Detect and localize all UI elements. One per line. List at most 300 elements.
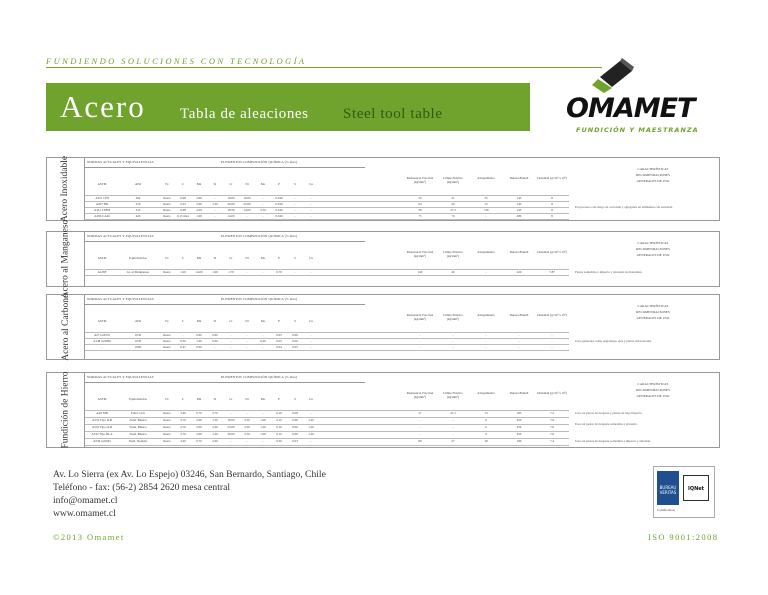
characteristics-header (590, 381, 716, 399)
column-header: Fe (165, 397, 169, 401)
column-header: ASTM (97, 319, 107, 323)
column-header: C (181, 256, 185, 260)
table-cell: Fund. Nodular (128, 439, 148, 443)
table-cell: - (294, 202, 296, 206)
table-cell: - (310, 270, 312, 274)
property-header: Densidad (g/cm³ x 10³) (537, 391, 567, 395)
table-cell: - (214, 345, 216, 349)
column-header: S (294, 397, 296, 401)
property-header: Densidad (g/cm³ x 10³) (537, 250, 567, 254)
section-table (85, 232, 719, 286)
email-link[interactable]: info@omamet.cl (53, 495, 118, 506)
characteristics-header-line: RECOMENDACIONES (636, 310, 670, 314)
table-cell: Resto (163, 411, 171, 415)
table-cell: - (518, 339, 520, 343)
cert-caption: Certification (657, 508, 675, 512)
table-cell: A351 CF8 (95, 196, 109, 200)
column-header: Mn (196, 397, 202, 401)
property-header: Límite Elástico (kg/mm²) (443, 313, 463, 321)
column-header: Mn (196, 319, 202, 323)
column-header: Cu (309, 397, 313, 401)
table-cell: - (310, 214, 312, 218)
column-header: AISI (134, 319, 142, 323)
table-cell: 18.50 (227, 208, 235, 212)
column-header: ASTM (97, 256, 107, 260)
characteristics-header-line: CARACTERÍSTICAS (637, 167, 669, 171)
table-cell: Fund. Gris (131, 411, 145, 415)
table-cell: 0 (485, 432, 487, 436)
table-cell: A128F (97, 270, 107, 274)
table-cell: 1030 (134, 333, 142, 337)
table-cell: 1.50 (212, 202, 218, 206)
table-cell: 0.60 (212, 333, 218, 337)
property-header: Alargamiento (477, 250, 495, 254)
table-cell: 0.60 (212, 339, 218, 343)
table-cell: 7.87 (549, 270, 555, 274)
table-cell: 14.00 (227, 214, 235, 218)
table-cell: 0.040 (275, 208, 283, 212)
table-cell: 35 (484, 196, 488, 200)
table-cell: 0.05 (276, 339, 282, 343)
usage-note: Usos en placas de desgaste y piezas de bajo impacto. (575, 411, 643, 415)
table-cell: 75 (418, 214, 422, 218)
table-cell: - (310, 196, 312, 200)
table-cell: 0.15 max (177, 214, 189, 218)
copyright: ©2013 Omamet (53, 532, 125, 542)
table-cell: 2.70 (180, 418, 186, 422)
column-header: Equivalencias (129, 397, 147, 401)
table-cell: 0.30 (180, 339, 186, 343)
usage-note: Usos en piezas de desgaste sometidas a impacto y abrasión. (575, 439, 651, 443)
table-cell: 2.50 (244, 432, 250, 436)
table-cell: - (230, 345, 232, 349)
bureau-veritas-icon: BUREAU VERITAS (657, 471, 679, 505)
table-cell: Fund. Blanca (129, 425, 147, 429)
property-header: Dureza Brinell (509, 391, 529, 395)
table-cell: 180 (516, 439, 522, 443)
table-cell: 29 (451, 202, 455, 206)
table-cell: 450 (516, 418, 522, 422)
table-cell: 21 (451, 196, 455, 200)
elements-header: ELEMENTOS COMPOSICIÓN QUÍMICA (% max) (221, 234, 298, 238)
table-cell: Resto (163, 339, 171, 343)
table-cell: 2.00 (196, 425, 202, 429)
table-cell: A296 CA40 (94, 214, 110, 218)
column-header: P (278, 319, 280, 323)
column-header: Fe (165, 256, 169, 260)
property-header: Límite Elástico (kg/mm²) (443, 250, 463, 258)
property-header: Dureza Brinell (509, 313, 529, 317)
table-cell: - (419, 333, 421, 337)
row-divider (85, 275, 569, 276)
table-cell: - (452, 418, 454, 422)
table-cell: 0.04 (276, 345, 282, 349)
table-cell: 8 (551, 208, 553, 212)
column-header: C (181, 319, 185, 323)
table-cell: A536 Gr6045 (93, 439, 111, 443)
table-cell: 310 (135, 202, 141, 206)
standards-header: NORMAS ACTUALES Y EQUIVALENCIAS (87, 375, 154, 379)
table-cell: 2.60 (212, 439, 218, 443)
section-title (47, 373, 85, 447)
column-header: Cu (309, 319, 313, 323)
table-cell: 30.00 (227, 432, 235, 436)
table-cell: 26.00 (227, 202, 235, 206)
column-header: C (181, 182, 185, 186)
table-cell: - (310, 345, 312, 349)
table-cell: 7.6 (550, 418, 554, 422)
table-cell: A27 Gr6535 (93, 333, 111, 337)
table-cell: A148 Gr9060 (93, 339, 111, 343)
header-rule (46, 67, 602, 68)
table-cell: A532 Tipo II-B (92, 418, 112, 422)
usage-note: Usos en piezas de desgaste sometidas a abrasión. (575, 421, 638, 426)
table-cell: 64 (418, 202, 422, 206)
table-cell: 3.40 (180, 439, 186, 443)
table-cell: 0.10 (276, 418, 282, 422)
tagline: FUNDIENDO SOLUCIONES CON TECNOLOGÍA (46, 56, 307, 66)
logo-brand: OMAMET (566, 93, 695, 124)
table-cell: A532 Tipo III-A (91, 432, 113, 436)
elements-header: ELEMENTOS COMPOSICIÓN QUÍMICA (% max) (221, 297, 298, 301)
table-cell: 1.50 (212, 418, 218, 422)
table-cell: Resto (163, 270, 171, 274)
table-cell: 1045 (134, 339, 142, 343)
section-title-text: Acero al Carbono (60, 293, 71, 361)
characteristics-header-line: RECOMENDACIONES (636, 173, 670, 177)
table-cell: Resto (163, 196, 171, 200)
table-cell: 0.08 (180, 196, 186, 200)
table-cell: 14.00 (243, 208, 251, 212)
table-cell: 80 (418, 439, 422, 443)
table-cell: 0.30 (276, 439, 282, 443)
table-cell: 420 (135, 214, 141, 218)
section-title (47, 155, 85, 223)
usage-note: Usos generales como engranajes, ejes y piezas estructurales. (575, 339, 652, 343)
column-header: Fe (165, 319, 169, 323)
property-header: Alargamiento (477, 313, 495, 317)
table-cell: 0.10 (276, 432, 282, 436)
table-cell: 0.20 (260, 339, 266, 343)
logo-mark-icon (560, 57, 720, 97)
table-cell: - (262, 214, 264, 218)
table-cell: - (310, 202, 312, 206)
column-header: Ni (245, 256, 249, 260)
table-cell: +40 (483, 208, 489, 212)
table-cell: 143 (516, 208, 522, 212)
table-cell: A532 Tipo II-D (91, 425, 112, 429)
table-cell: 1.70 (228, 270, 234, 274)
table-cell: 2.70 (180, 432, 186, 436)
table-cell: 185 (516, 411, 522, 415)
column-header: Si (213, 397, 217, 401)
header-divider (85, 304, 365, 305)
table-cell: Resto (163, 432, 171, 436)
column-header: P (278, 256, 280, 260)
characteristics-header-line: GENERALES DE USO (636, 316, 670, 320)
table-cell: 0.70 (196, 411, 202, 415)
table-cell: - (294, 208, 296, 212)
column-header: Cu (309, 182, 313, 186)
table-cell: 0.06 (292, 418, 298, 422)
table-cell: 0.70 (276, 270, 282, 274)
iso-label: ISO 9001:2008 (648, 532, 719, 542)
table-cell: 1.00 (260, 432, 266, 436)
table-cell: 1.20 (308, 432, 314, 436)
table-cell: - (452, 339, 454, 343)
column-header: Ni (245, 182, 249, 186)
table-cell: - (246, 411, 248, 415)
table-cell: - (419, 345, 421, 349)
table-cell: - (262, 411, 264, 415)
table-cell: - (310, 411, 312, 415)
table-cell: 0.08 (292, 411, 298, 415)
table-cell: Resto (163, 208, 171, 212)
table-cell: 1.20 (180, 270, 186, 274)
table-cell: 1.20 (308, 425, 314, 429)
table-cell: 0.06 (292, 432, 298, 436)
contact-info (53, 468, 326, 520)
property-header: Límite Elástico (kg/mm²) (443, 176, 463, 184)
table-cell: - (246, 439, 248, 443)
page-subtitle: Tabla de aleaciones (180, 106, 309, 122)
section-title-text: Acero al Manganeso (60, 219, 71, 299)
table-cell: - (551, 333, 553, 337)
usage-note: En procesos con riesgo de corrosión y agregados en ambientes con suciedad. (575, 205, 673, 209)
table-cell: 7.2 (550, 411, 554, 415)
property-header: Resistencia Tracción (kg/mm²) (406, 313, 434, 321)
table-cell: 0.90 (196, 345, 202, 349)
table-cell: 2.50 (244, 425, 250, 429)
table-cell: - (246, 339, 248, 343)
column-header: Mn (196, 182, 202, 186)
column-header: Cr (229, 256, 233, 260)
table-cell: - (310, 439, 312, 443)
table-cell: - (485, 214, 487, 218)
table-cell: 450 (516, 432, 522, 436)
table-cell: - (262, 196, 264, 200)
table-cell: 1.20 (196, 339, 202, 343)
column-header: Mo (260, 397, 266, 401)
table-cell: 1.20 (212, 432, 218, 436)
table-cell: 23.00 (227, 425, 235, 429)
property-header: Densidad (g/cm³ x 10³) (537, 176, 567, 180)
table-cell: 1060 (134, 345, 142, 349)
table-cell: - (246, 270, 248, 274)
alloy-section (46, 157, 720, 221)
table-cell: 0.03 (292, 439, 298, 443)
table-cell: - (214, 208, 216, 212)
table-cell: 2.50 (244, 418, 250, 422)
table-cell: 0.06 (292, 425, 298, 429)
table-cell: 1.00 (260, 418, 266, 422)
table-cell: 1.20 (308, 418, 314, 422)
table-cell: 18.00 (227, 418, 235, 422)
characteristics-header-line: RECOMENDACIONES (636, 388, 670, 392)
table-cell: 1.00 (196, 214, 202, 218)
table-cell: - (262, 345, 264, 349)
property-header: Dureza Brinell (509, 250, 529, 254)
column-header: Mn (196, 256, 202, 260)
table-cell: - (214, 214, 216, 218)
table-cell: 0 (485, 418, 487, 422)
table-cell: - (214, 196, 216, 200)
column-header: AISI (134, 182, 142, 186)
table-cell: 316 (135, 208, 141, 212)
table-cell: - (518, 345, 520, 349)
address: Av. Lo Sierra (ex Av. Lo Espejo) 03246, San Bernardo, Santiago, Chile (53, 469, 326, 480)
table-cell: 280 (516, 214, 522, 218)
table-cell: 0.47 (180, 345, 186, 349)
property-header: Alargamiento (477, 391, 495, 395)
table-cell: - (485, 270, 487, 274)
table-cell: 1.20 (260, 425, 266, 429)
table-cell: - (419, 425, 421, 429)
column-header: Si (213, 182, 217, 186)
property-header: Resistencia Tracción (kg/mm²) (406, 250, 434, 258)
column-header: Mo (260, 319, 266, 323)
table-cell: - (262, 202, 264, 206)
table-cell: - (230, 339, 232, 343)
table-cell: 450 (516, 425, 522, 429)
column-header: Ni (245, 319, 249, 323)
certification-badge (653, 466, 715, 518)
alloy-section (46, 294, 720, 360)
table-cell: 2.00 (196, 208, 202, 212)
table-cell: - (485, 345, 487, 349)
column-header: S (294, 182, 296, 186)
characteristics-header-line: GENERALES DE USO (636, 253, 670, 257)
table-cell: 143 (516, 202, 522, 206)
characteristics-header-line: CARACTERÍSTICAS (637, 382, 669, 386)
column-header: Cr (229, 319, 233, 323)
table-cell: Resto (163, 439, 171, 443)
logo-tagline: FUNDICIÓN Y MAESTRANZA (576, 126, 699, 134)
characteristics-header (590, 166, 716, 184)
column-header: S (294, 319, 296, 323)
property-header: Resistencia Tracción (kg/mm²) (406, 176, 434, 184)
table-cell: - (230, 333, 232, 337)
table-cell: - (294, 270, 296, 274)
table-cell: 2.00 (196, 196, 202, 200)
section-title-text: Acero Inoxidable (60, 155, 71, 223)
column-header: C (181, 397, 185, 401)
omamet-logo (560, 57, 720, 137)
iqnet-icon: IQNet (683, 475, 709, 501)
table-cell: 22.00 (243, 202, 251, 206)
table-cell: 0.10 (276, 425, 282, 429)
table-cell: 0.60 (196, 333, 202, 337)
table-cell: - (310, 208, 312, 212)
table-cell: 7.6 (550, 425, 554, 429)
table-cell: 0.05 (292, 345, 298, 349)
standards-header: NORMAS ACTUALES Y EQUIVALENCIAS (87, 234, 154, 238)
table-cell: Resto (163, 214, 171, 218)
table-cell: Fund. Blanca (129, 432, 147, 436)
table-cell: 2.70 (180, 425, 186, 429)
table-cell: 0.06 (292, 333, 298, 337)
title-banner (46, 83, 530, 131)
table-cell: 3.40 (180, 411, 186, 415)
column-header: Mo (260, 256, 266, 260)
table-cell: Resto (163, 418, 171, 422)
table-cell: Resto (163, 333, 171, 337)
characteristics-header-line: GENERALES DE USO (636, 394, 670, 398)
row-divider (85, 350, 569, 351)
property-header: Densidad (g/cm³ x 10³) (537, 313, 567, 317)
table-cell: 220 (516, 270, 522, 274)
table-cell: - (485, 333, 487, 337)
characteristics-header (590, 303, 716, 321)
table-cell: 0.040 (275, 202, 283, 206)
table-cell: - (262, 270, 264, 274)
section-title-text: Fundición de Hierro (60, 371, 71, 449)
property-header: Resistencia Tracción (kg/mm²) (406, 391, 434, 399)
standards-header: NORMAS ACTUALES Y EQUIVALENCIAS (87, 297, 154, 301)
table-cell: 14.00 (195, 270, 203, 274)
column-header: Cu (309, 256, 313, 260)
characteristics-header-line: CARACTERÍSTICAS (637, 241, 669, 245)
table-cell: Resto (163, 345, 171, 349)
property-header: Dureza Brinell (509, 176, 529, 180)
table-cell: - (294, 214, 296, 218)
table-cell: 13 (484, 411, 488, 415)
table-cell: 10.00 (243, 196, 251, 200)
table-cell: - (294, 196, 296, 200)
row-divider (85, 219, 569, 220)
table-cell: 70 (451, 214, 455, 218)
property-header: Límite Elástico (kg/mm²) (443, 391, 463, 399)
table-cell: 0.05 (276, 333, 282, 337)
header-divider (85, 167, 365, 168)
table-cell: 8 (551, 196, 553, 200)
table-cell: 143 (516, 196, 522, 200)
column-header: S (294, 256, 296, 260)
table-cell: - (551, 339, 553, 343)
table-cell: 2.00 (196, 432, 202, 436)
column-header: Si (213, 256, 217, 260)
table-cell: 41.5 (450, 411, 456, 415)
table-cell: - (230, 439, 232, 443)
table-cell: 8 (551, 202, 553, 206)
table-cell: Resto (163, 425, 171, 429)
table-cell: - (452, 425, 454, 429)
table-cell: 0 (485, 425, 487, 429)
standards-header: NORMAS ACTUALES Y EQUIVALENCIAS (87, 160, 154, 164)
section-title (47, 295, 85, 359)
section-table (85, 295, 719, 359)
table-cell: - (310, 339, 312, 343)
column-header: ASTM (97, 182, 107, 186)
table-cell: 2.70 (212, 411, 218, 415)
section-table (85, 158, 719, 220)
website-link[interactable]: www.omamet.cl (53, 508, 116, 519)
usage-note: Piezas sometidas a impacto y abrasión de materiales. (575, 270, 643, 274)
table-cell: 0.040 (275, 214, 283, 218)
table-cell: Gr. al Manganeso (126, 270, 150, 274)
table-cell: - (518, 333, 520, 337)
table-cell: - (419, 418, 421, 422)
characteristics-header (590, 240, 716, 258)
table-cell: 27.5 (450, 208, 456, 212)
table-cell: - (419, 339, 421, 343)
table-cell: A351 CF8M (93, 208, 111, 212)
column-header: ASTM (97, 397, 107, 401)
table-cell: - (452, 345, 454, 349)
table-cell: 2.00 (196, 202, 202, 206)
elements-header: ELEMENTOS COMPOSICIÓN QUÍMICA (% max) (221, 375, 298, 379)
table-cell: 19.00 (227, 196, 235, 200)
